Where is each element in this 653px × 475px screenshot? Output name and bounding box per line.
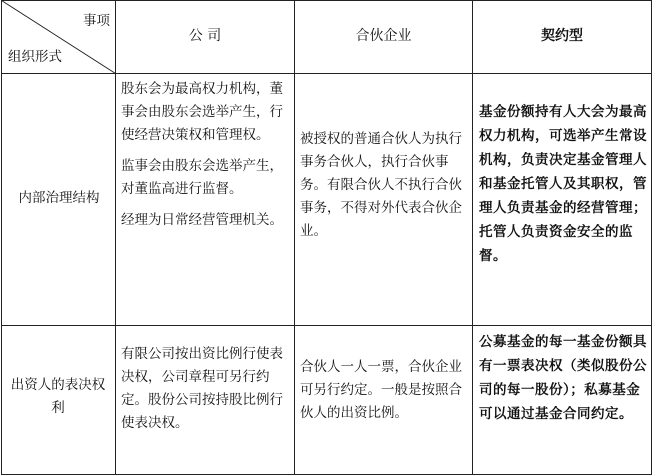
row-label-governance: 内部治理结构 bbox=[18, 190, 100, 206]
governance-contract-cell: 基金份额持有人大会为最高权力机构，可选举产生常设机构，负责决定基金管理人和基金托管人及其职权，管理人负责基金的经营管理；托管人负责资金安全的监督。 bbox=[479, 104, 647, 264]
diagonal-header-bottom: 组织形式 bbox=[8, 49, 62, 65]
voting-partnership-cell: 合伙人一人一票，合伙企业可另行约定。一般是按照合伙人的出资比例。 bbox=[300, 359, 462, 421]
column-header-partnership: 合伙企业 bbox=[355, 28, 412, 44]
voting-contract-cell: 公募基金的每一基金份额具有一票表决权（类似股份公司的每一股份）；私募基金可以通过基金合同约定。 bbox=[479, 334, 647, 422]
governance-company-para-3: 经理为日常经营管理机关。 bbox=[121, 212, 283, 228]
diagonal-header-top: 事项 bbox=[83, 13, 110, 29]
governance-partnership-cell: 被授权的普通合伙人为执行事务合伙人，执行合伙事务。有限合伙人不执行合伙事务，不得对外代表合伙企业。 bbox=[300, 131, 462, 239]
row-label-voting-rights: 出资人的表决权利 bbox=[10, 377, 106, 416]
voting-company-cell: 有限公司按出资比例行使表决权，公司章程可另行约定。股份公司按持股比例行使表决权。 bbox=[121, 346, 283, 431]
column-header-contract: 契约型 bbox=[541, 28, 583, 44]
column-header-company: 公 司 bbox=[188, 28, 222, 44]
governance-company-para-1: 股东会为最高权力机构，董事会由股东会选举产生，行使经营决策权和管理权。 bbox=[121, 81, 283, 143]
governance-company-para-2: 监事会由股东会选举产生，对董监高进行监督。 bbox=[121, 158, 283, 197]
governance-company-cell bbox=[121, 78, 291, 240]
